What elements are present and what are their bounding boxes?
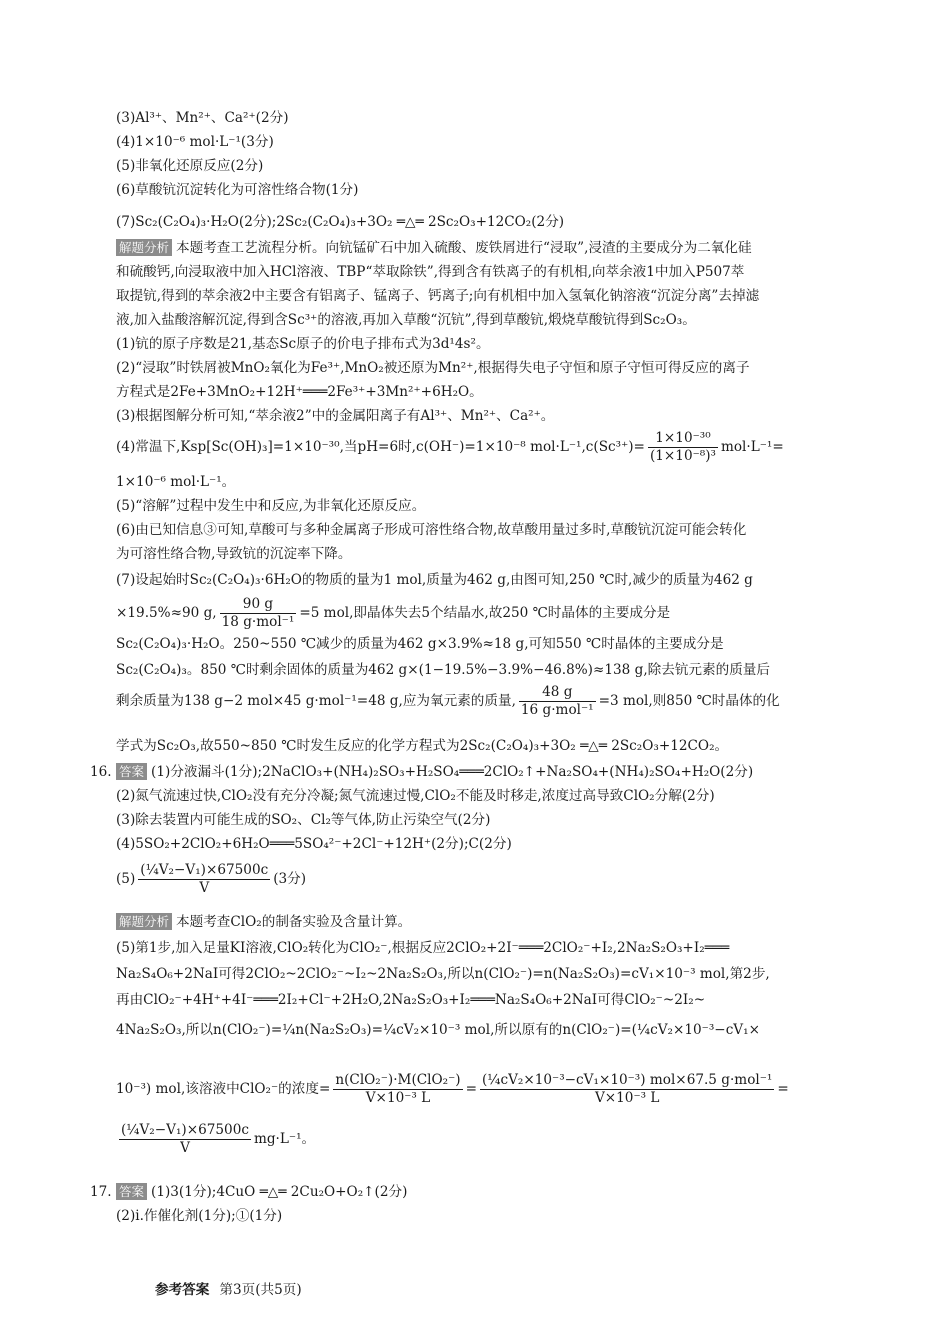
question-16-number: 16. (90, 764, 112, 780)
answer-tag: 答案 (116, 763, 147, 780)
fraction-final-concentration (119, 1122, 251, 1157)
analysis-16-5b: Na₂S₄O₆+2NaI可得2ClO₂~2ClO₂⁻~I₂~2Na₂S₂O₃,所以n(ClO₂⁻)=n(Na₂S₂O₃)=cV₁×10⁻³ mol,第2步, (116, 966, 770, 982)
fraction-numerator: (¼cV₂×10⁻³−cV₁×10⁻³) mol×67.5 g·mol⁻¹ (482, 1072, 773, 1088)
analysis-tag: 解题分析 (116, 913, 172, 930)
analysis-15-7e (116, 684, 860, 719)
analysis-15-7b-rest: =5 mol,即晶体失去5个结晶水,故250 ℃时晶体的主要成分是 (299, 605, 671, 621)
answer-17-1: (1)3(1分);4CuO ═△═ 2Cu₂O+O₂↑(2分) (151, 1184, 408, 1200)
answer-16-3: (3)除去装置内可能生成的SO₂、Cl₂等气体,防止污染空气(2分) (116, 812, 491, 828)
analysis-15-3: (3)根据图解分析可知,“萃余液2”中的金属阳离子有Al³⁺、Mn²⁺、Ca²⁺。 (116, 408, 555, 424)
analysis-15-6a: (6)由已知信息③可知,草酸可与多种金属离子形成可溶性络合物,故草酸用量过多时,草酸钪沉淀可能会转化 (116, 522, 747, 538)
analysis-16-5c: 再由ClO₂⁻+4H⁺+4I⁻═══2I₂+Cl⁻+2H₂O,2Na₂S₂O₃+I₂═══Na₂S₄O₆+2NaI可得ClO₂⁻~2I₂~ (116, 992, 706, 1008)
answer-16-2: (2)氮气流速过快,ClO₂没有充分冷凝;氮气流速过慢,ClO₂不能及时移走,浓度过高导致ClO₂分解(2分) (116, 788, 715, 804)
fraction-numerator: (¼V₂−V₁)×67500c (121, 1122, 249, 1138)
answer-17-2: (2)ⅰ.作催化剂(1分);①(1分) (116, 1208, 283, 1224)
answer-16-5 (116, 862, 860, 897)
fraction-numerator: 48 g (519, 684, 596, 702)
fraction-denominator: V×10⁻³ L (594, 1090, 660, 1106)
page-footer (155, 1278, 302, 1298)
analysis-15-7f: 学式为Sc₂O₃,故550~850 ℃时发生反应的化学方程式为2Sc₂(C₂O₄)₃+3O₂ ═△═ 2Sc₂O₃+12CO₂。 (116, 738, 729, 754)
fraction-denominator: V (180, 1140, 190, 1156)
analysis-15-7b-text: ×19.5%≈90 g, (116, 605, 217, 621)
answer-15-7: (7)Sc₂(C₂O₄)₃·H₂O(2分);2Sc₂(C₂O₄)₃+3O₂ ═△═ 2Sc₂O₃+12CO₂(2分) (116, 214, 565, 230)
analysis-15-2b: 方程式是2Fe+3MnO₂+12H⁺═══2Fe³⁺+3Mn²⁺+6H₂O。 (116, 384, 483, 400)
answer-16-5-score: (3分) (273, 871, 307, 887)
fraction-answer-16-5 (138, 862, 270, 897)
fraction-concentration-value (480, 1072, 774, 1107)
fraction-numerator: 1×10⁻³⁰ (648, 430, 718, 448)
analysis-15-6b: 为可溶性络合物,导致钪的沉淀率下降。 (116, 546, 352, 562)
fraction-denominator: (1×10⁻⁸)³ (649, 448, 716, 464)
analysis-15-4a-text: (4)常温下,Ksp[Sc(OH)₃]=1×10⁻³⁰,当pH=6时,c(OH⁻)=1×10⁻⁸ mol·L⁻¹,c(Sc³⁺)= (116, 439, 645, 455)
answer-15-4: (4)1×10⁻⁶ mol·L⁻¹(3分) (116, 134, 274, 150)
footer-label: 参考答案 (155, 1282, 210, 1298)
fraction-numerator: (¼V₂−V₁)×67500c (140, 862, 269, 878)
analysis-16-5e (116, 1072, 860, 1107)
equals-sign: = (465, 1081, 477, 1097)
answer-tag: 答案 (116, 1183, 147, 1200)
analysis-15-text-3: 取提钪,得到的萃余液2中主要含有铝离子、锰离子、钙离子;向有机相中加入氢氧化钠溶液“沉淀分离”去掉滤 (116, 288, 760, 304)
analysis-15-7e-rest: =3 mol,则850 ℃时晶体的化 (598, 693, 780, 709)
fraction-sc-concentration (648, 430, 718, 465)
answer-15-6: (6)草酸钪沉淀转化为可溶性络合物(1分) (116, 182, 359, 198)
analysis-16-5d: 4Na₂S₂O₃,所以n(ClO₂⁻)=¼n(Na₂S₂O₃)=¼cV₂×10⁻³ mol,所以原有的n(ClO₂⁻)=(¼cV₂×10⁻³−cV₁× (116, 1022, 760, 1038)
answer-16-1: (1)分液漏斗(1分);2NaClO₃+(NH₄)₂SO₃+H₂SO₄═══2ClO₂↑+Na₂SO₄+(NH₄)₂SO₄+H₂O(2分) (151, 764, 754, 780)
analysis-tag: 解题分析 (116, 239, 172, 256)
analysis-15-7a: (7)设起始时Sc₂(C₂O₄)₃·6H₂O的物质的量为1 mol,质量为462 g,由图可知,250 ℃时,减少的质量为462 g (116, 572, 753, 588)
answer-16-4: (4)5SO₂+2ClO₂+6H₂O═══5SO₄²⁻+2Cl⁻+12H⁺(2分);C(2分) (116, 836, 512, 852)
fraction-denominator: 18 g·mol⁻¹ (221, 614, 295, 630)
analysis-15-7b (116, 596, 860, 631)
analysis-15-1: (1)钪的原子序数是21,基态Sc原子的价电子排布式为3d¹4s²。 (116, 336, 490, 352)
analysis-16-line (116, 912, 860, 932)
fraction-numerator: 90 g (220, 596, 297, 614)
analysis-16-5f (116, 1122, 860, 1157)
answer-16-line (116, 762, 860, 782)
question-17-number: 17. (90, 1184, 112, 1200)
analysis-16-5e-text: 10⁻³) mol,该溶液中ClO₂⁻的浓度= (116, 1081, 331, 1097)
fraction-denominator: V (199, 880, 210, 896)
concentration-unit: mg·L⁻¹。 (253, 1131, 316, 1147)
analysis-15-2a: (2)“浸取”时铁屑被MnO₂氧化为Fe³⁺,MnO₂被还原为Mn²⁺,根据得失电子守恒和原子守恒可得反应的离子 (116, 360, 750, 376)
fraction-water-moles (220, 596, 297, 631)
answer-17-line (116, 1182, 860, 1202)
analysis-15-text-2: 和硫酸钙,向浸取液中加入HCl溶液、TBP“萃取除铁”,得到含有铁离子的有机相,向萃余液1中加入P507萃 (116, 264, 745, 280)
analysis-15-7c: Sc₂(C₂O₄)₃·H₂O。250~550 ℃减少的质量为462 g×3.9%≈18 g,可知550 ℃时晶体的主要成分是 (116, 636, 724, 652)
equals-sign: = (777, 1081, 789, 1097)
analysis-15-7e-text: 剩余质量为138 g−2 mol×45 g·mol⁻¹=48 g,应为氧元素的质量, (116, 693, 516, 709)
analysis-15-4a-unit: mol·L⁻¹= (720, 439, 784, 455)
analysis-16-5a: (5)第1步,加入足量KI溶液,ClO₂转化为ClO₂⁻,根据反应2ClO₂+2I⁻═══2ClO₂⁻+I₂,2Na₂S₂O₃+I₂═══ (116, 940, 730, 956)
analysis-15-5: (5)“溶解”过程中发生中和反应,为非氧化还原反应。 (116, 498, 426, 514)
answer-15-5: (5)非氧化还原反应(2分) (116, 158, 264, 174)
fraction-numerator: n(ClO₂⁻)·M(ClO₂⁻) (335, 1072, 461, 1088)
fraction-oxygen-moles (519, 684, 596, 719)
analysis-15-4b: 1×10⁻⁶ mol·L⁻¹。 (116, 474, 236, 490)
footer-page-number: 第3页(共5页) (219, 1282, 302, 1298)
fraction-denominator: V×10⁻³ L (365, 1090, 431, 1106)
analysis-15-line (116, 238, 860, 258)
fraction-concentration-def (333, 1072, 462, 1107)
analysis-15-4a (116, 430, 860, 465)
answer-15-3: (3)Al³⁺、Mn²⁺、Ca²⁺(2分) (116, 110, 289, 126)
analysis-15-text-1: 本题考查工艺流程分析。向钪锰矿石中加入硫酸、废铁屑进行“浸取”,浸渣的主要成分为二氧化硅 (176, 240, 752, 256)
answer-16-5-label: (5) (116, 871, 136, 887)
fraction-denominator: 16 g·mol⁻¹ (520, 702, 594, 718)
analysis-15-text-4: 液,加入盐酸溶解沉淀,得到含Sc³⁺的溶液,再加入草酸“沉钪”,得到草酸钪,煅烧草酸钪得到Sc₂O₃。 (116, 312, 696, 328)
analysis-16-text: 本题考查ClO₂的制备实验及含量计算。 (176, 914, 412, 930)
analysis-15-7d: Sc₂(C₂O₄)₃。850 ℃时剩余固体的质量为462 g×(1−19.5%−3.9%−46.8%)≈138 g,除去钪元素的质量后 (116, 662, 770, 678)
